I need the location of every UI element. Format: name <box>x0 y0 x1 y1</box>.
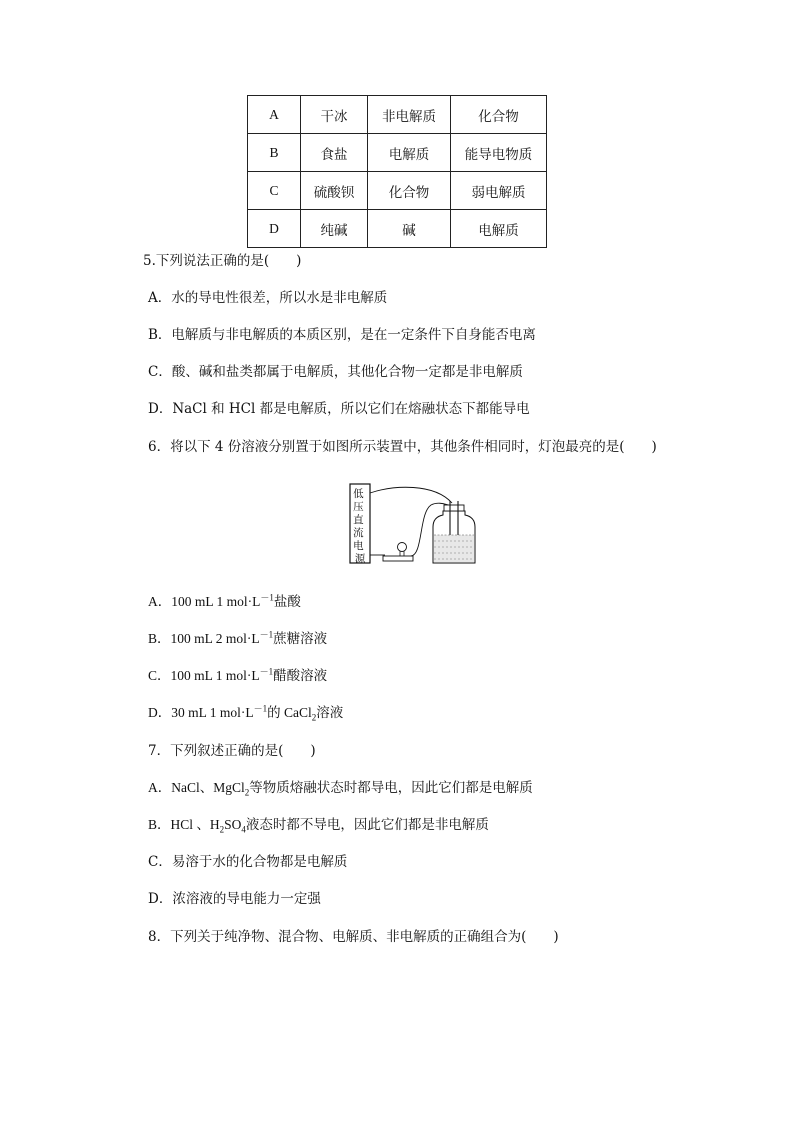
table-cell: D <box>248 210 301 248</box>
q5-option-b: B．电解质与非电解质的本质区别，是在一定条件下自身能否电离 <box>148 327 536 343</box>
q6-option-d: D．30 mL 1 $mol\cdot L^{-1}$的 CaCl$_2$溶液 <box>148 703 344 723</box>
q6-stem: 6．将以下 4 份溶液分别置于如图所示装置中，其他条件相同时，灯泡最亮的是( ) <box>148 439 657 455</box>
q5-stem: 5.下列说法正确的是( ) <box>143 253 302 269</box>
table-cell: 化合物 <box>368 172 451 210</box>
table-row <box>248 172 547 210</box>
q7-option-a: A．NaCl、MgCl$_2$等物质熔融状态时都导电，因此它们都是电解质 <box>148 780 533 798</box>
q7-option-c: C．易溶于水的化合物都是电解质 <box>148 854 348 870</box>
figure-label-char-4: 流 <box>353 527 364 539</box>
table-cell: C <box>248 172 301 210</box>
q6-option-b: B．100 mL 2 $mol\cdot L^{-1}$蔗糖溶液 <box>148 629 328 646</box>
figure-label-char-6: 源 <box>354 553 366 565</box>
table-cell: 能导电物质 <box>451 134 547 172</box>
table-cell: 纯碱 <box>301 210 368 248</box>
table-cell: A <box>248 96 301 134</box>
q7-stem: 7．下列叙述正确的是( ) <box>148 743 316 759</box>
q7-option-b: B．HCl 、$H_2SO_4$液态时都不导电，因此它们都是非电解质 <box>148 817 489 835</box>
table-cell: 碱 <box>368 210 451 248</box>
options-table <box>247 95 547 248</box>
svg-text:低 压 直 流 电 <box>353 488 367 565</box>
q8-stem: 8．下列关于纯净物、混合物、电解质、非电解质的正确组合为( ) <box>148 929 559 945</box>
table-cell: 非电解质 <box>368 96 451 134</box>
q5-option-c: C．酸、碱和盐类都属于电解质，其他化合物一定都是非电解质 <box>148 364 523 380</box>
table-cell: 硫酸钡 <box>301 172 368 210</box>
table-cell: 弱电解质 <box>451 172 547 210</box>
conductivity-apparatus-figure <box>349 483 485 565</box>
q5-option-a: A．水的导电性很差，所以水是非电解质 <box>148 290 388 306</box>
table-cell: 干冰 <box>301 96 368 134</box>
figure-label-char-3: 直 <box>353 514 364 526</box>
q6-option-c: C．100 mL 1 $mol\cdot L^{-1}$醋酸溶液 <box>148 666 328 683</box>
table-row <box>248 210 547 248</box>
table-cell: B <box>248 134 301 172</box>
table-cell: 食盐 <box>301 134 368 172</box>
q5-option-d: D．NaCl 和 HCl 都是电解质，所以它们在熔融状态下都能导电 <box>148 401 530 417</box>
table-cell: 化合物 <box>451 96 547 134</box>
q6-option-a: A．100 mL 1 $mol\cdot L^{-1}$盐酸 <box>148 592 301 609</box>
table-row <box>248 96 547 134</box>
table-row <box>248 134 547 172</box>
table-cell: 电解质 <box>368 134 451 172</box>
q7-option-d: D．浓溶液的导电能力一定强 <box>148 891 321 907</box>
figure-label-char-5: 电 <box>353 540 364 552</box>
table-cell: 电解质 <box>451 210 547 248</box>
figure-label-char-1: 低 <box>353 488 364 500</box>
figure-label-char-2: 压 <box>353 501 364 513</box>
